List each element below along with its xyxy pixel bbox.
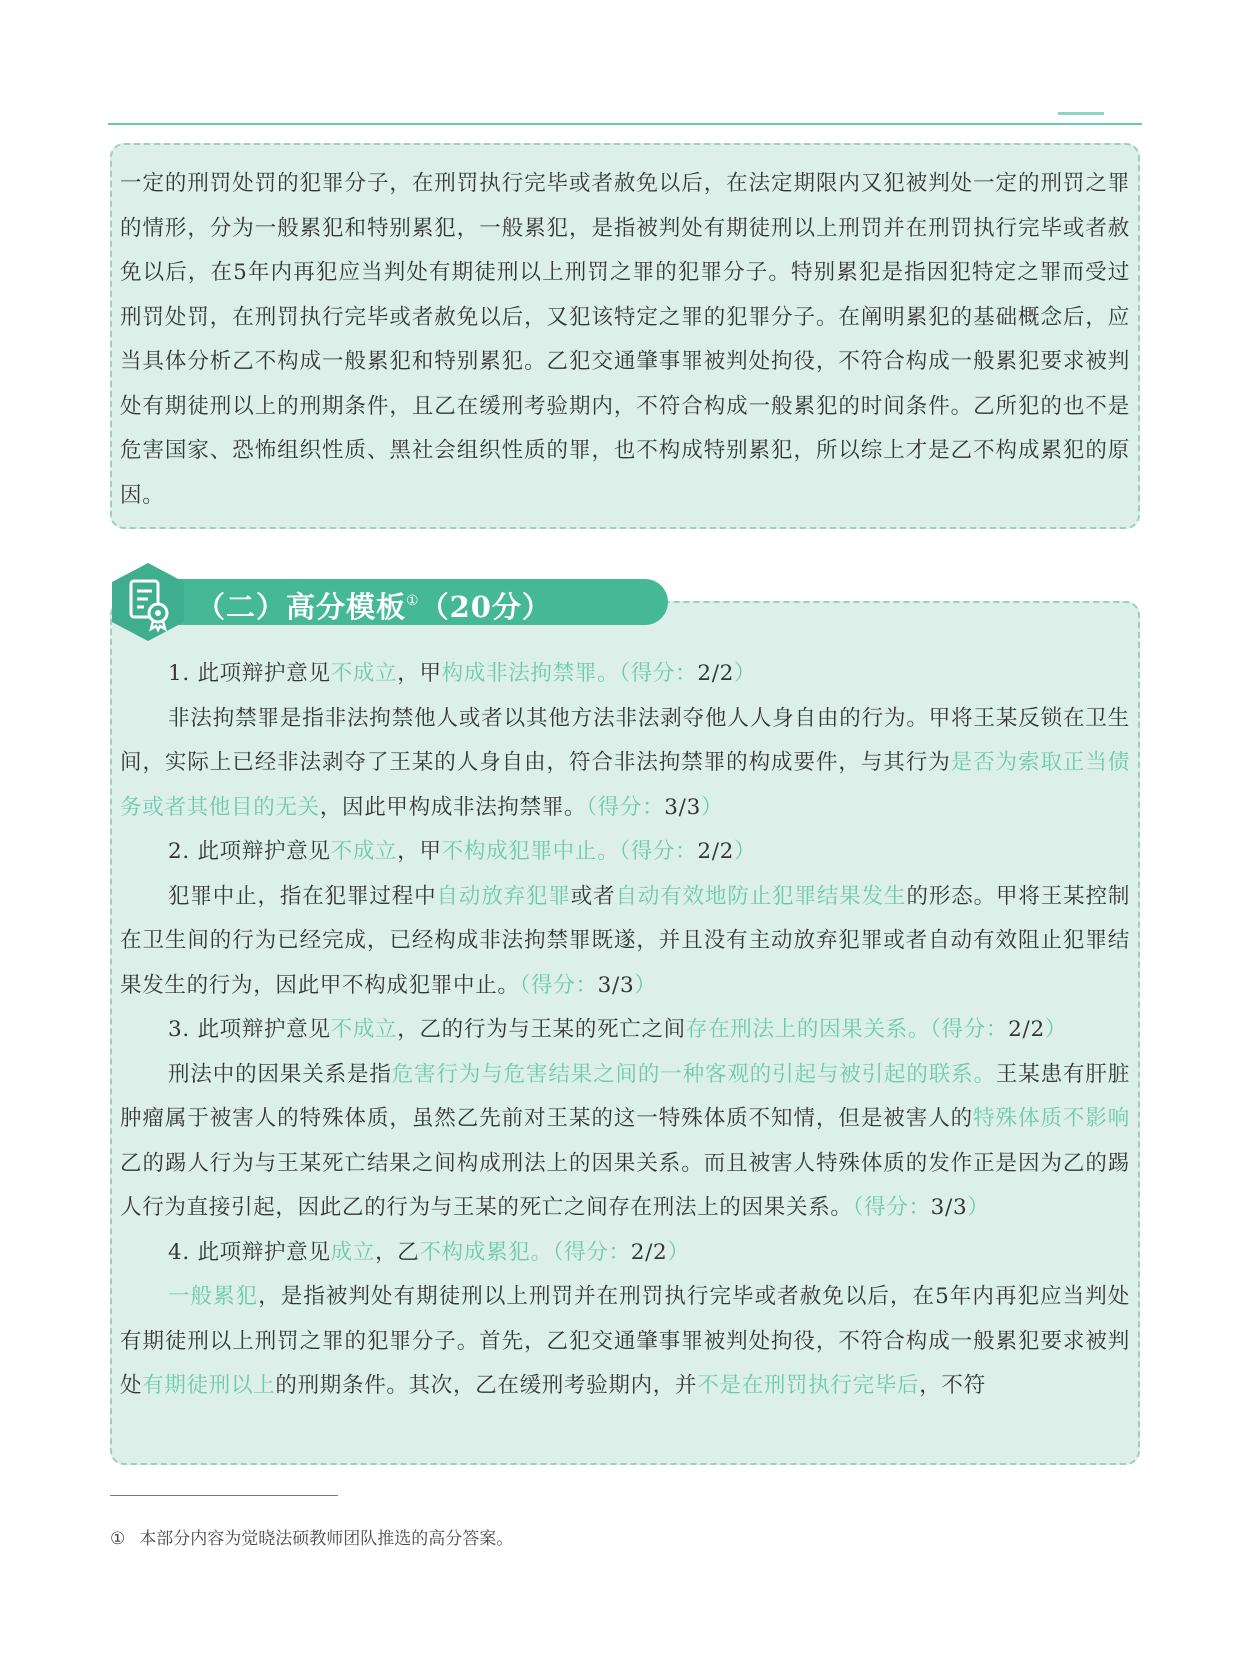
recidivism-explanation: 一定的刑罚处罚的犯罪分子，在刑罚执行完毕或者赦免以后，在法定期限内又犯被判处一定的刑罚之罪的情形，分为一般累犯和特别累犯，一般累犯，是指被判处有期徒刑以上刑罚并在刑罚执行完毕或者赦免以后，在5年内再犯应当判处有期徒刑以上刑罚之罪的犯罪分子。特别累犯是指因犯特定之罪而受过刑罚处罚，在刑罚执行完毕或者赦免以后，又犯该特定之罪的犯罪分子。在阐明累犯的基础概念后，应当具体分析乙不构成一般累犯和特别累犯。乙犯交通肇事罪被判处拘役，不符合构成一般累犯要求被判处有期徒刑以上的刑期条件，且乙在缓刑考验期内，不符合构成一般累犯的时间条件。乙所犯的也不是危害国家、恐怖组织性质、黑社会组织性质的罪，也不构成特别累犯，所以综上才是乙不构成累犯的原因。	[120, 171, 1130, 508]
footnote-rule	[110, 1495, 338, 1496]
high-score-template-box	[110, 601, 1140, 1465]
footnote-ref: ①	[406, 593, 420, 609]
item-4-heading: 4. 此项辩护意见成立，乙不构成累犯。（得分：2/2）	[168, 1239, 690, 1265]
footnote	[110, 1524, 513, 1549]
item-2-heading: 2. 此项辩护意见不成立，甲不构成犯罪中止。（得分：2/2）	[168, 839, 757, 864]
item-3-body: 刑法中的因果关系是指危害行为与危害结果之间的一种客观的引起与被引起的联系。王某患有肝脏肿瘤属于被害人的特殊体质，虽然乙先前对王某的这一特殊体质不知情，但是被害人的特殊体质不影响乙的踢人行为与王某死亡结果之间构成刑法上的因果关系。而且被害人特殊体质的发作正是因为乙的踢人行为直接引起，因此乙的行为与王某的死亡之间存在刑法上的因果关系。（得分：3/3）	[120, 1061, 1131, 1220]
section-title: （二）高分模板①（20分）	[196, 590, 552, 624]
footnote-mark: ①	[110, 1529, 126, 1549]
section-header	[110, 561, 560, 643]
section-title-bar	[158, 579, 668, 625]
item-1-body: 非法拘禁罪是指非法拘禁他人或者以其他方法非法剥夺他人人身自由的行为。甲将王某反锁在卫生间，实际上已经非法剥夺了王某的人身自由，符合非法拘禁罪的构成要件，与其行为是否为索取正当债务或者其他目的无关，因此甲构成非法拘禁罪。（得分：3/3）	[120, 705, 1130, 820]
header-rule	[108, 123, 1142, 125]
document-certificate-icon	[110, 561, 186, 643]
item-3-heading: 3. 此项辩护意见不成立，乙的行为与王某的死亡之间存在刑法上的因果关系。（得分：2/2）	[168, 1017, 1068, 1042]
footnote-text: 本部分内容为觉晓法硕教师团队推选的高分答案。	[139, 1529, 514, 1549]
answer-box-continued	[110, 143, 1140, 529]
item-2-body: 犯罪中止，指在犯罪过程中自动放弃犯罪或者自动有效地防止犯罪结果发生的形态。甲将王某控制在卫生间的行为已经完成，已经构成非法拘禁罪既遂，并且没有主动放弃犯罪或者自动有效阻止犯罪结果发生的行为，因此甲不构成犯罪中止。（得分：3/3）	[120, 883, 1131, 998]
item-4-body: 一般累犯，是指被判处有期徒刑以上刑罚并在刑罚执行完毕或者赦免以后，在5年内再犯应当判处有期徒刑以上刑罚之罪的犯罪分子。首先，乙犯交通肇事罪被判处拘役，不符合构成一般累犯要求被判处有期徒刑以上的刑期条件。其次，乙在缓刑考验期内，并不是在刑罚执行完毕后，不符	[120, 1284, 1130, 1398]
item-1-heading: 1. 此项辩护意见不成立，甲构成非法拘禁罪。（得分：2/2）	[168, 661, 757, 686]
header-tab-mark	[1058, 112, 1104, 115]
